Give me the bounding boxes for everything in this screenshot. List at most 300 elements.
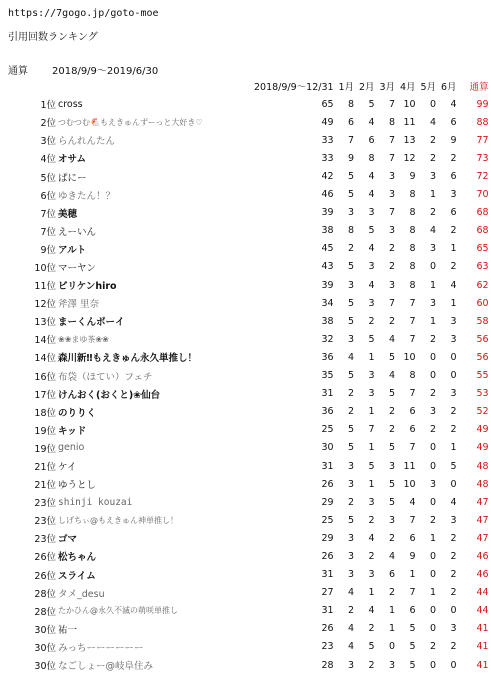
month-cell: 4 — [450, 496, 457, 508]
table-row — [0, 330, 489, 348]
sum-cell: 46 — [476, 569, 489, 581]
month-cell: 1 — [389, 623, 396, 635]
month-cell: 2 — [450, 152, 457, 164]
month-cell: 4 — [430, 116, 437, 128]
sum-cell: 65 — [476, 243, 489, 255]
name-cell: 斧澤 里奈 — [58, 299, 100, 311]
month-cell: 1 — [450, 243, 457, 255]
month-cell: 9 — [450, 134, 457, 146]
month-cell: 12 — [403, 152, 416, 164]
month-cell: 8 — [409, 243, 416, 255]
month-cell: 5 — [389, 496, 396, 508]
name-cell: たかひん@永久不滅の萌咲単推し — [58, 606, 178, 616]
month-cell: 4 — [389, 550, 396, 562]
month-cell: 3 — [348, 659, 355, 671]
month-cell: 6 — [409, 532, 416, 544]
rank-cell: 23位 — [34, 498, 56, 510]
period-line — [8, 62, 158, 77]
month-cell: 7 — [389, 98, 396, 110]
name-cell: 森川新‼もえきゅん永久単推し！ — [58, 353, 197, 365]
month-cell: 5 — [348, 315, 355, 327]
name-cell: ぱにー — [58, 172, 87, 184]
name-cell: shinji kouzai — [58, 496, 133, 508]
total-cell: 31 — [321, 388, 334, 400]
total-cell: 23 — [321, 641, 334, 653]
month-cell: 7 — [409, 442, 416, 454]
rank-cell: 14位 — [34, 353, 56, 365]
sum-cell: 41 — [476, 659, 489, 671]
month-cell: 2 — [450, 406, 457, 418]
total-cell: 28 — [321, 659, 334, 671]
month-cell: 8 — [348, 225, 355, 237]
sum-cell: 44 — [476, 605, 489, 617]
month-cell: 8 — [409, 225, 416, 237]
name-cell: らんれんたん — [58, 136, 116, 148]
sum-cell: 47 — [476, 514, 489, 526]
period-range: 2018/9/9～2019/6/30 — [52, 66, 159, 77]
month-cell: 3 — [348, 478, 355, 490]
month-cell: 8 — [368, 152, 375, 164]
month-cell: 1 — [430, 279, 437, 291]
total-cell: 26 — [321, 478, 334, 490]
month-cell: 2 — [389, 406, 396, 418]
month-cell: 6 — [409, 605, 416, 617]
month-cell: 2 — [368, 315, 375, 327]
month-cell: 0 — [430, 569, 437, 581]
name-cell: なごしょー@岐阜住み — [58, 661, 154, 673]
sum-cell: 73 — [476, 152, 489, 164]
sum-cell: 41 — [476, 641, 489, 653]
month-cell: 4 — [348, 351, 355, 363]
rank-cell: 7位 — [40, 226, 56, 238]
total-cell: 35 — [321, 370, 334, 382]
month-cell: 11 — [403, 460, 416, 472]
month-cell: 4 — [368, 532, 375, 544]
month-cell: 2 — [430, 388, 437, 400]
rank-cell: 21位 — [34, 462, 56, 474]
total-cell: 34 — [321, 297, 334, 309]
total-cell: 26 — [321, 623, 334, 635]
month-cell: 5 — [450, 460, 457, 472]
month-cell: 7 — [368, 424, 375, 436]
month-cell: 5 — [348, 261, 355, 273]
month-cell: 3 — [348, 207, 355, 219]
table-row — [0, 222, 489, 240]
rank-cell: 9位 — [40, 244, 56, 256]
name-cell: 美穂 — [58, 208, 78, 220]
month-cell: 4 — [368, 279, 375, 291]
month-cell: 3 — [430, 406, 437, 418]
table-row — [0, 204, 489, 222]
header-m1: 1月 — [338, 82, 355, 94]
month-cell: 2 — [389, 243, 396, 255]
sum-cell: 58 — [476, 315, 489, 327]
month-cell: 5 — [389, 442, 396, 454]
sum-cell: 99 — [476, 98, 489, 110]
month-cell: 10 — [403, 98, 416, 110]
header-row — [0, 77, 489, 95]
month-cell: 5 — [409, 623, 416, 635]
header-m2: 2月 — [359, 82, 375, 94]
month-cell: 3 — [430, 297, 437, 309]
month-cell: 1 — [389, 605, 396, 617]
rank-cell: 17位 — [34, 389, 56, 401]
rank-cell: 23位 — [34, 534, 56, 546]
month-cell: 0 — [430, 370, 437, 382]
rank-cell: 13位 — [34, 317, 56, 329]
month-cell: 3 — [348, 460, 355, 472]
table-row — [0, 167, 489, 185]
rank-cell: 10位 — [34, 262, 56, 274]
source-url[interactable]: https://7gogo.jp/goto-moe — [8, 8, 159, 19]
month-cell: 1 — [430, 315, 437, 327]
name-cell: キッド — [58, 425, 87, 437]
month-cell: 0 — [450, 351, 457, 363]
table-row — [0, 258, 489, 276]
month-cell: 5 — [348, 370, 355, 382]
month-cell: 3 — [368, 496, 375, 508]
total-cell: 31 — [321, 569, 334, 581]
sum-cell: 41 — [476, 623, 489, 635]
table-row — [0, 294, 489, 312]
table-row — [0, 457, 489, 475]
month-cell: 2 — [450, 225, 457, 237]
month-cell: 2 — [430, 514, 437, 526]
month-cell: 7 — [409, 297, 416, 309]
month-cell: 1 — [409, 569, 416, 581]
month-cell: 5 — [368, 333, 375, 345]
month-cell: 0 — [450, 605, 457, 617]
month-cell: 0 — [430, 605, 437, 617]
month-cell: 1 — [430, 587, 437, 599]
month-cell: 9 — [409, 550, 416, 562]
month-cell: 8 — [409, 279, 416, 291]
month-cell: 5 — [348, 189, 355, 201]
table-row — [0, 584, 489, 602]
month-cell: 7 — [389, 152, 396, 164]
month-cell: 4 — [368, 189, 375, 201]
month-cell: 2 — [348, 605, 355, 617]
month-cell: 10 — [403, 351, 416, 363]
month-cell: 0 — [430, 442, 437, 454]
rank-cell: 28位 — [34, 588, 56, 600]
rank-cell: 30位 — [34, 642, 56, 654]
month-cell: 4 — [409, 496, 416, 508]
name-cell: スライム — [58, 570, 96, 582]
month-cell: 3 — [389, 189, 396, 201]
name-cell: ゆうとし — [58, 480, 97, 492]
month-cell: 0 — [430, 460, 437, 472]
month-cell: 6 — [409, 424, 416, 436]
month-cell: 4 — [389, 370, 396, 382]
month-cell: 3 — [368, 370, 375, 382]
month-cell: 0 — [450, 370, 457, 382]
table-row — [0, 638, 489, 656]
sum-cell: 68 — [476, 225, 489, 237]
month-cell: 7 — [389, 134, 396, 146]
month-cell: 3 — [389, 659, 396, 671]
table-row — [0, 385, 489, 403]
total-cell: 49 — [321, 116, 334, 128]
name-cell: cross — [58, 98, 83, 110]
month-cell: 5 — [348, 442, 355, 454]
month-cell: 2 — [348, 388, 355, 400]
table-row — [0, 620, 489, 638]
month-cell: 5 — [389, 351, 396, 363]
period-label: 通算 — [8, 66, 28, 77]
name-cell: マーヤン — [58, 262, 96, 274]
sum-cell: 44 — [476, 587, 489, 599]
month-cell: 3 — [450, 623, 457, 635]
month-cell: 2 — [368, 514, 375, 526]
total-cell: 65 — [321, 98, 334, 110]
total-cell: 26 — [321, 550, 334, 562]
table-row — [0, 566, 489, 584]
table-row — [0, 348, 489, 366]
month-cell: 1 — [368, 351, 375, 363]
month-cell: 9 — [348, 152, 355, 164]
month-cell: 3 — [348, 532, 355, 544]
month-cell: 4 — [368, 605, 375, 617]
month-cell: 2 — [389, 315, 396, 327]
month-cell: 1 — [368, 587, 375, 599]
name-cell: まーくんボーイ — [58, 317, 125, 329]
month-cell: 7 — [409, 333, 416, 345]
month-cell: 7 — [389, 207, 396, 219]
month-cell: 3 — [389, 171, 396, 183]
table-row — [0, 511, 489, 529]
total-cell: 30 — [321, 442, 334, 454]
month-cell: 5 — [368, 98, 375, 110]
month-cell: 7 — [389, 297, 396, 309]
rank-cell: 19位 — [34, 425, 56, 437]
header-m4: 4月 — [400, 82, 416, 94]
sum-cell: 88 — [476, 116, 489, 128]
month-cell: 4 — [368, 116, 375, 128]
page-title: 引用回数ランキング — [8, 32, 98, 43]
month-cell: 8 — [409, 261, 416, 273]
month-cell: 1 — [430, 532, 437, 544]
month-cell: 5 — [409, 641, 416, 653]
month-cell: 4 — [450, 279, 457, 291]
month-cell: 2 — [430, 134, 437, 146]
month-cell: 6 — [368, 134, 375, 146]
month-cell: 3 — [389, 514, 396, 526]
name-cell: つむつむ🐔もえきゅんずーっと大好き♡ — [58, 117, 203, 127]
rank-cell: 16位 — [34, 371, 56, 383]
total-cell: 38 — [321, 315, 334, 327]
rank-cell: 6位 — [40, 190, 56, 202]
name-cell: アルト — [58, 244, 87, 256]
month-cell: 0 — [450, 659, 457, 671]
month-cell: 2 — [368, 659, 375, 671]
month-cell: 0 — [430, 550, 437, 562]
month-cell: 0 — [430, 623, 437, 635]
name-cell: ゴマ — [58, 534, 78, 546]
rank-cell: 19位 — [34, 443, 56, 455]
month-cell: 8 — [389, 116, 396, 128]
name-cell: みっちーーーーーー — [58, 642, 144, 654]
table-row — [0, 186, 489, 204]
total-cell: 42 — [321, 171, 334, 183]
month-cell: 0 — [430, 261, 437, 273]
month-cell: 7 — [409, 388, 416, 400]
month-cell: 6 — [450, 207, 457, 219]
month-cell: 2 — [348, 496, 355, 508]
month-cell: 3 — [389, 460, 396, 472]
total-cell: 33 — [321, 134, 334, 146]
month-cell: 2 — [348, 243, 355, 255]
month-cell: 2 — [430, 641, 437, 653]
month-cell: 4 — [348, 587, 355, 599]
month-cell: 1 — [450, 442, 457, 454]
month-cell: 13 — [403, 134, 416, 146]
sum-cell: 48 — [476, 460, 489, 472]
sum-cell: 70 — [476, 189, 489, 201]
total-cell: 31 — [321, 460, 334, 472]
rank-cell: 2位 — [40, 118, 56, 130]
month-cell: 3 — [348, 569, 355, 581]
table-row — [0, 240, 489, 258]
table-row — [0, 656, 489, 674]
month-cell: 2 — [389, 261, 396, 273]
total-cell: 36 — [321, 406, 334, 418]
sum-cell: 48 — [476, 478, 489, 490]
rank-cell: 30位 — [34, 661, 56, 673]
month-cell: 5 — [348, 171, 355, 183]
month-cell: 3 — [348, 279, 355, 291]
table-row — [0, 421, 489, 439]
month-cell: 5 — [389, 388, 396, 400]
sum-cell: 72 — [476, 171, 489, 183]
month-cell: 3 — [348, 550, 355, 562]
total-cell: 29 — [321, 532, 334, 544]
name-cell: ゆきたん！？ — [58, 190, 116, 202]
total-cell: 46 — [321, 189, 334, 201]
rank-cell: 3位 — [40, 136, 56, 148]
month-cell: 5 — [368, 225, 375, 237]
month-cell: 3 — [368, 261, 375, 273]
table-row — [0, 113, 489, 131]
rank-cell: 4位 — [40, 154, 56, 166]
month-cell: 2 — [450, 550, 457, 562]
sum-cell: 52 — [476, 406, 489, 418]
month-cell: 8 — [409, 207, 416, 219]
name-cell: のりりく — [58, 407, 97, 419]
total-cell: 39 — [321, 207, 334, 219]
month-cell: 3 — [450, 315, 457, 327]
total-cell: 27 — [321, 587, 334, 599]
month-cell: 2 — [450, 569, 457, 581]
table-row — [0, 493, 489, 511]
table-row — [0, 529, 489, 547]
month-cell: 5 — [348, 424, 355, 436]
total-cell: 31 — [321, 605, 334, 617]
header-m3: 3月 — [379, 82, 396, 94]
month-cell: 7 — [348, 134, 355, 146]
month-cell: 0 — [450, 478, 457, 490]
month-cell: 4 — [368, 243, 375, 255]
name-cell: タメ_desu — [58, 588, 105, 600]
month-cell: 3 — [389, 279, 396, 291]
month-cell: 9 — [409, 171, 416, 183]
month-cell: 5 — [368, 641, 375, 653]
table-row — [0, 276, 489, 294]
month-cell: 5 — [389, 478, 396, 490]
month-cell: 2 — [450, 532, 457, 544]
total-cell: 33 — [321, 152, 334, 164]
sum-cell: 77 — [476, 134, 489, 146]
month-cell: 3 — [348, 333, 355, 345]
month-cell: 3 — [450, 388, 457, 400]
month-cell: 6 — [348, 116, 355, 128]
month-cell: 2 — [430, 333, 437, 345]
month-cell: 5 — [348, 297, 355, 309]
month-cell: 3 — [368, 207, 375, 219]
month-cell: 2 — [450, 261, 457, 273]
month-cell: 6 — [450, 116, 457, 128]
total-cell: 38 — [321, 225, 334, 237]
month-cell: 0 — [389, 641, 396, 653]
rank-cell: 12位 — [34, 299, 56, 311]
month-cell: 2 — [389, 587, 396, 599]
sum-cell: 49 — [476, 442, 489, 454]
month-cell: 3 — [389, 225, 396, 237]
total-cell: 36 — [321, 351, 334, 363]
name-cell: 祐一 — [58, 624, 78, 636]
name-cell: 布袋（ほてい）フェチ — [58, 371, 153, 383]
table-row — [0, 403, 489, 421]
month-cell: 3 — [368, 569, 375, 581]
rank-cell: 5位 — [40, 172, 56, 184]
month-cell: 10 — [403, 478, 416, 490]
table-row — [0, 475, 489, 493]
month-cell: 8 — [409, 370, 416, 382]
rank-cell: 14位 — [34, 335, 56, 347]
rank-cell: 26位 — [34, 552, 56, 564]
month-cell: 0 — [430, 351, 437, 363]
rank-cell: 21位 — [34, 480, 56, 492]
month-cell: 2 — [348, 406, 355, 418]
rank-cell: 7位 — [40, 208, 56, 220]
total-cell: 29 — [321, 496, 334, 508]
table-row — [0, 149, 489, 167]
header-total: 2018/9/9～12/31 — [254, 82, 334, 94]
month-cell: 4 — [450, 98, 457, 110]
table-row — [0, 95, 489, 113]
month-cell: 4 — [368, 171, 375, 183]
month-cell: 1 — [430, 189, 437, 201]
month-cell: 7 — [409, 514, 416, 526]
rank-cell: 18位 — [34, 407, 56, 419]
total-cell: 43 — [321, 261, 334, 273]
name-cell: オサム — [58, 154, 87, 166]
month-cell: 1 — [368, 406, 375, 418]
sum-cell: 63 — [476, 261, 489, 273]
sum-cell: 68 — [476, 207, 489, 219]
rank-cell: 11位 — [34, 281, 56, 293]
sum-cell: 55 — [476, 370, 489, 382]
name-cell: 松ちゃん — [58, 552, 97, 564]
month-cell: 7 — [409, 587, 416, 599]
total-cell: 25 — [321, 424, 334, 436]
month-cell: 5 — [348, 514, 355, 526]
month-cell: 2 — [430, 152, 437, 164]
month-cell: 3 — [430, 171, 437, 183]
total-cell: 45 — [321, 243, 334, 255]
month-cell: 11 — [403, 116, 416, 128]
name-cell: ❀❀まゆ茶❀❀ — [58, 334, 109, 344]
